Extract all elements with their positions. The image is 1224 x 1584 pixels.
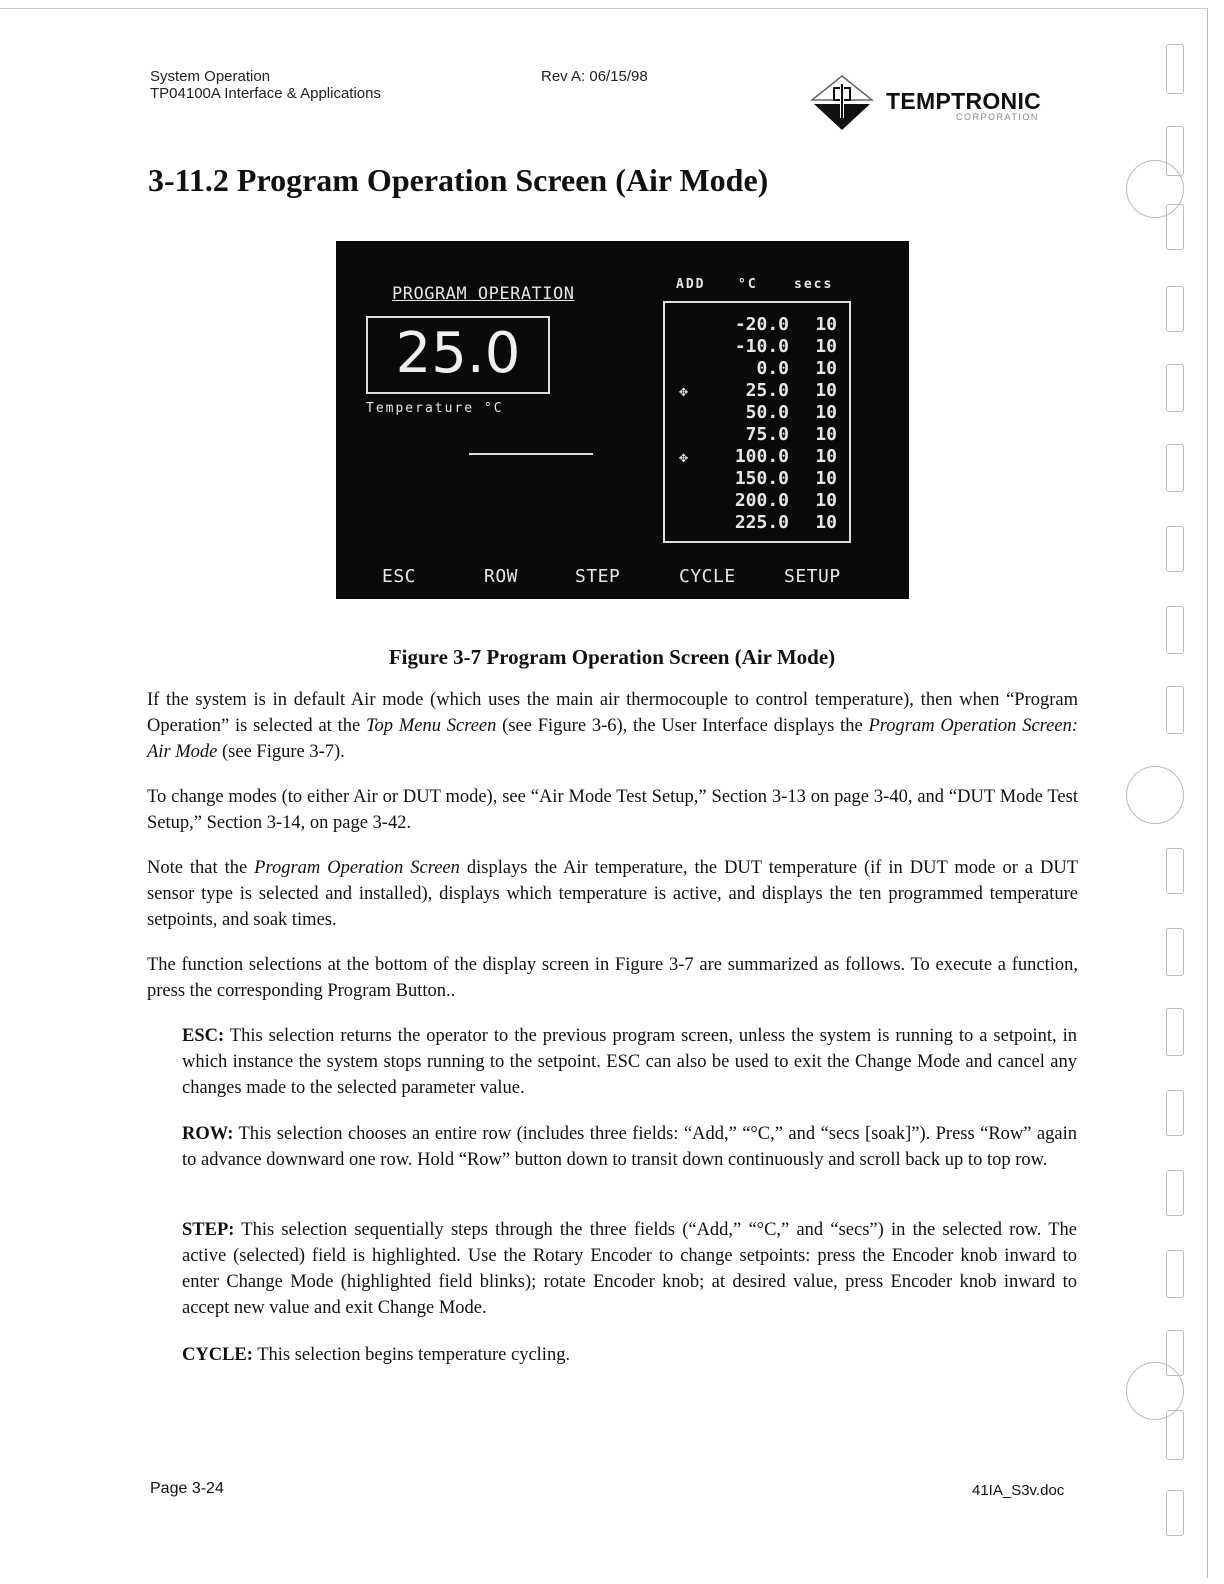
function-text: This selection begins temperature cycling. (252, 1345, 571, 1365)
function-label: ESC: (182, 1026, 225, 1046)
text-run: Note that the (147, 858, 255, 878)
setpoint-secs: 10 (815, 380, 837, 401)
binder-tab-mark (1166, 928, 1184, 976)
setpoint-row (665, 446, 849, 468)
setpoint-temp: 200.0 (734, 490, 789, 511)
screen-divider-line (469, 453, 593, 455)
setpoint-temp: -20.0 (734, 314, 789, 335)
binder-ring-hole (1126, 766, 1184, 824)
function-key-setup: SETUP (784, 566, 841, 587)
paragraph-functions-intro: The function selections at the bottom of the display screen in Figure 3-7 are summarized as follows. To execute a function, press the corresponding Program Button.. (147, 955, 1078, 1001)
section-title: 3-11.2 Program Operation Screen (Air Mode) (148, 162, 769, 198)
column-header-add: ADD (676, 277, 706, 292)
function-label: ROW: (182, 1124, 234, 1144)
text-run-italic: Top Menu Screen (365, 716, 497, 736)
paragraph-change-modes: To change modes (to either Air or DUT mode), see “Air Mode Test Setup,” Section 3-13 on page 3-40, and “DUT Mode Test Setup,” Section 3-14, on page 3-42. (147, 787, 1078, 833)
setpoint-temp: 75.0 (745, 424, 789, 445)
header-revision: Rev A: 06/15/98 (541, 68, 648, 85)
binder-tab-mark (1166, 204, 1184, 250)
setpoint-temp: 25.0 (745, 380, 789, 401)
header-left (150, 68, 381, 102)
binder-tab-mark (1166, 444, 1184, 492)
function-step-description (182, 1217, 1077, 1321)
column-header-degc: °C (738, 277, 758, 292)
paragraph-intro (147, 687, 1078, 765)
footer-filename: 41IA_S3v.doc (972, 1482, 1065, 1499)
paragraph-note (147, 855, 1078, 933)
binder-tab-mark (1166, 1170, 1184, 1216)
setpoint-secs: 10 (815, 402, 837, 423)
function-key-cycle: CYCLE (679, 566, 736, 587)
setpoint-row (665, 336, 849, 358)
setpoint-secs: 10 (815, 446, 837, 467)
function-key-esc: ESC (382, 566, 417, 587)
binder-tab-mark (1166, 1008, 1184, 1056)
temptronic-logo-icon (806, 74, 878, 134)
setpoint-row (665, 512, 849, 534)
binder-tab-mark (1166, 286, 1184, 332)
setpoint-secs: 10 (815, 512, 837, 533)
function-key-row: ROW (484, 566, 519, 587)
program-operation-screen-figure (336, 241, 909, 599)
binder-tab-mark (1166, 1490, 1184, 1536)
setpoint-temp: 50.0 (745, 402, 789, 423)
binder-tab-mark (1166, 1250, 1184, 1298)
function-text: This selection sequentially steps through the three fields (“Add,” “°C,” and “secs”) in the selected row. The active (selected) field is highlighted. Use the Rotary Encoder to change setpoints: press the Encoder knob inward to enter Change Mode (highlighted field blinks); rotate Encoder knob; at desired value, press Encoder knob inward to accept new value and exit Change Mode. (182, 1220, 1077, 1318)
setpoint-secs: 10 (815, 490, 837, 511)
figure-caption: Figure 3-7 Program Operation Screen (Air Mode) (388, 645, 836, 669)
binder-tab-mark (1166, 1410, 1184, 1460)
setpoint-row (665, 490, 849, 512)
setpoint-row (665, 358, 849, 380)
temptronic-logo (806, 74, 1056, 134)
setpoint-secs: 10 (815, 314, 837, 335)
text-run: (see Figure 3-7). (217, 742, 345, 762)
temperature-value: 25.0 (395, 321, 521, 386)
function-esc-description (182, 1023, 1077, 1101)
setpoint-row (665, 314, 849, 336)
screen-title: PROGRAM OPERATION (392, 284, 575, 304)
text-run-italic: Program Operation Screen: Air Mode (147, 716, 1078, 762)
function-label: CYCLE: (182, 1345, 253, 1365)
binder-tab-mark (1166, 686, 1184, 734)
active-marker-icon: ✥ (679, 382, 689, 400)
binder-tab-mark (1166, 364, 1184, 412)
setpoint-row (665, 380, 849, 402)
setpoint-secs: 10 (815, 424, 837, 445)
function-key-step: STEP (575, 566, 621, 587)
binder-tab-mark (1166, 44, 1184, 94)
function-label: STEP: (182, 1220, 235, 1240)
text-run: displays the Air temperature, the DUT temperature (if in DUT mode or a DUT sensor type is selected and installed), displays which temperature is active, and displays the ten programmed temperature setpoints, and soak times. (147, 858, 1078, 930)
setpoint-row (665, 424, 849, 446)
temperature-label: Temperature °C (366, 401, 504, 416)
setpoint-temp: -10.0 (734, 336, 789, 357)
setpoint-secs: 10 (815, 336, 837, 357)
setpoint-secs: 10 (815, 468, 837, 489)
page-top-rule (0, 8, 1208, 9)
column-header-secs: secs (794, 277, 834, 292)
setpoint-secs: 10 (815, 358, 837, 379)
setpoint-temp: 150.0 (734, 468, 789, 489)
logo-subtitle: CORPORATION (956, 112, 1039, 122)
header-section: System Operation (150, 68, 271, 85)
text-run: (see Figure 3-6), the User Interface displays the (496, 716, 869, 736)
text-run-italic: Program Operation Screen (254, 858, 460, 878)
footer-page-number: Page 3-24 (150, 1480, 224, 1497)
binder-tab-mark (1166, 606, 1184, 654)
setpoint-temp: 100.0 (734, 446, 789, 467)
function-text: This selection returns the operator to the previous program screen, unless the system is running to a setpoint, in which instance the system stops running to the setpoint. ESC can also be used to exit the Change Mode and cancel any changes made to the selected parameter value. (182, 1026, 1077, 1098)
text-run: If the system is in default Air mode (which uses the main air thermocouple to control temperature), then when “Program Operation” is selected at the (147, 690, 1078, 736)
temperature-display (366, 316, 550, 394)
page-right-edge (1207, 8, 1208, 1578)
active-marker-icon: ✥ (679, 448, 689, 466)
setpoint-temp: 225.0 (734, 512, 789, 533)
function-cycle-description (182, 1342, 1077, 1368)
logo-name: TEMPTRONIC (886, 88, 1042, 114)
header-manual: TP04100A Interface & Applications (150, 85, 381, 102)
setpoint-row (665, 402, 849, 424)
function-text: This selection chooses an entire row (includes three fields: “Add,” “°C,” and “secs [soak]”). Press “Row” again to advance downward one row. Hold “Row” button down to transit down continuously and scroll back up to top row. (182, 1124, 1077, 1170)
function-row-description (182, 1121, 1077, 1173)
binder-tab-mark (1166, 1090, 1184, 1136)
binder-tab-mark (1166, 526, 1184, 572)
setpoint-row (665, 468, 849, 490)
binder-tab-mark (1166, 848, 1184, 894)
setpoint-temp: 0.0 (756, 358, 789, 379)
setpoint-table (663, 301, 851, 543)
